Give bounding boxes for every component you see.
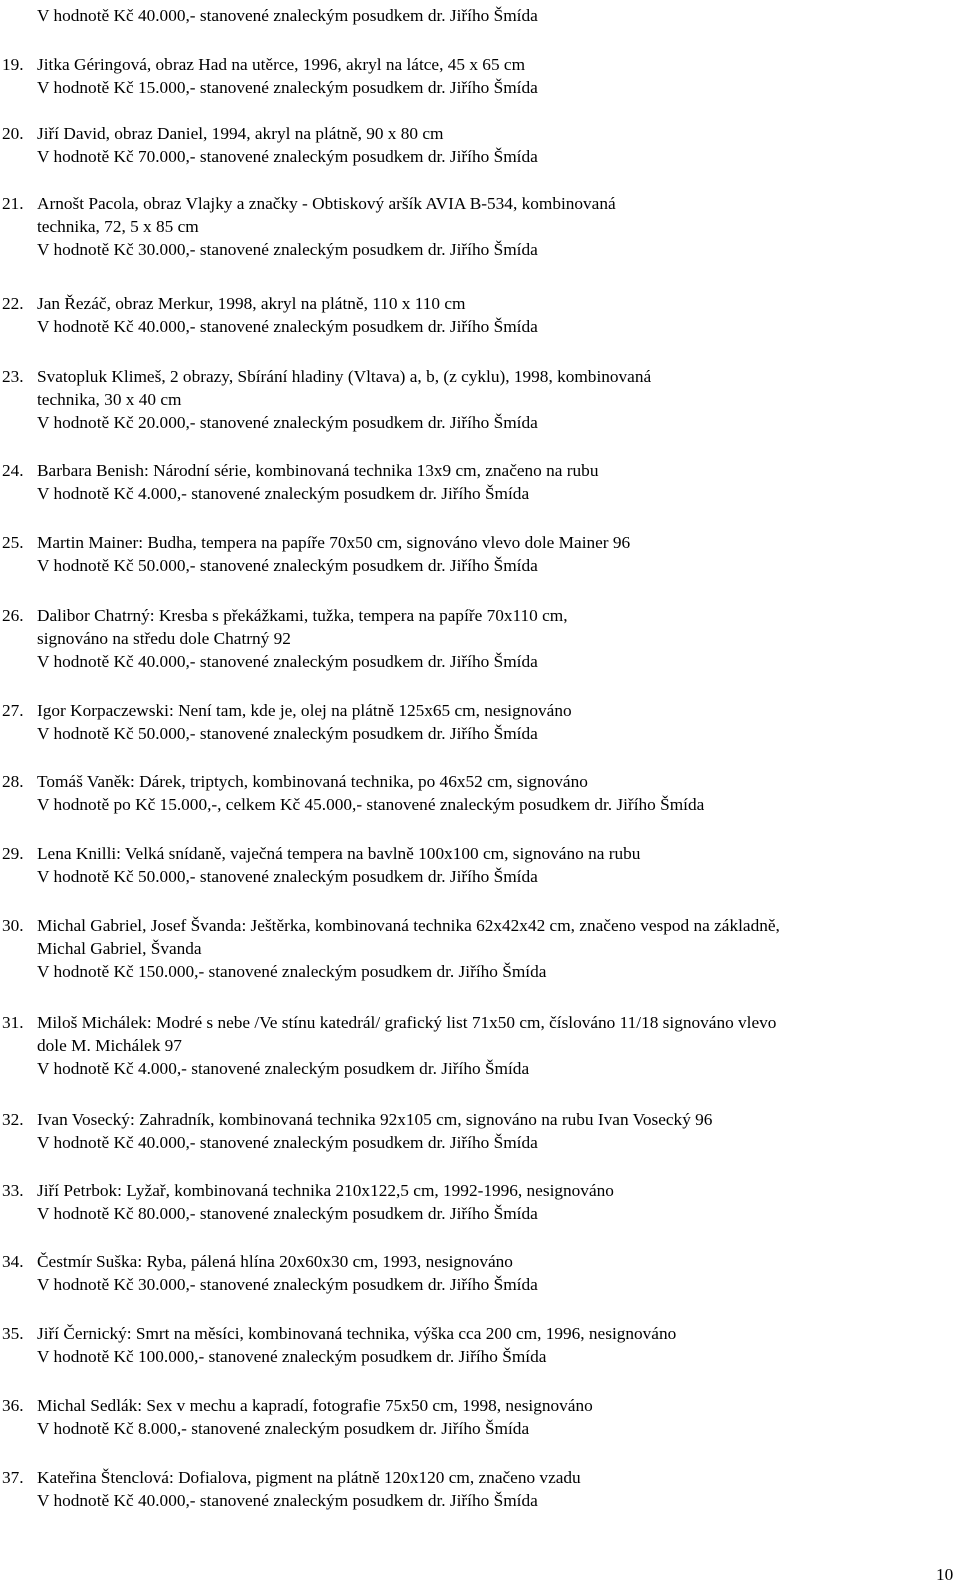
item-value-line: V hodnotě Kč 30.000,- stanovené znaleckým posudkem dr. Jiřího Šmída (37, 1275, 538, 1294)
item-number: 37. (2, 1468, 24, 1487)
list-item (0, 531, 952, 577)
list-item (0, 1179, 952, 1225)
item-description-line: Jiří Petrbok: Lyžař, kombinovaná technika 210x122,5 cm, 1992-1996, nesignováno (37, 1181, 614, 1200)
item-value-line: V hodnotě Kč 8.000,- stanovené znaleckým posudkem dr. Jiřího Šmída (37, 1419, 530, 1438)
list-item (0, 770, 952, 816)
item-number: 19. (2, 55, 24, 74)
list-item (0, 914, 952, 983)
item-description-line: dole M. Michálek 97 (37, 1036, 182, 1055)
item-number: 24. (2, 461, 24, 480)
item-number: 34. (2, 1252, 24, 1271)
list-item (0, 1250, 952, 1296)
item-description-line: Michal Gabriel, Švanda (37, 939, 202, 958)
item-text (37, 604, 952, 673)
item-description-line: Jiří David, obraz Daniel, 1994, akryl na plátně, 90 x 80 cm (37, 124, 444, 143)
item-description-line: Arnošt Pacola, obraz Vlajky a značky - Obtiskový aršík AVIA B-534, kombinovaná (37, 194, 616, 213)
item-number: 30. (2, 916, 24, 935)
list-item (0, 192, 952, 261)
item-description-line: Svatopluk Klimeš, 2 obrazy, Sbírání hladiny (Vltava) a, b, (z cyklu), 1998, kombinovaná (37, 367, 652, 386)
item-number: 29. (2, 844, 24, 863)
list-item (0, 1466, 952, 1512)
item-value-line: V hodnotě Kč 40.000,- stanovené znaleckým posudkem dr. Jiřího Šmída (37, 1133, 538, 1152)
item-number: 27. (2, 701, 24, 720)
item-description-line: Dalibor Chatrný: Kresba s překážkami, tužka, tempera na papíře 70x110 cm, (37, 606, 568, 625)
item-text (37, 770, 952, 816)
item-description-line: Miloš Michálek: Modré s nebe /Ve stínu katedrál/ grafický list 71x50 cm, číslováno 11/18 signováno vlevo (37, 1013, 777, 1032)
item-description-line: Igor Korpaczewski: Není tam, kde je, olej na plátně 125x65 cm, nesignováno (37, 701, 572, 720)
item-text (37, 459, 952, 505)
item-value-line: V hodnotě po Kč 15.000,-, celkem Kč 45.000,- stanovené znaleckým posudkem dr. Jiřího Šmída (37, 795, 705, 814)
item-text (37, 1011, 952, 1080)
item-number: 31. (2, 1013, 24, 1032)
item-text (37, 122, 952, 168)
item-number: 21. (2, 194, 24, 213)
item-number: 25. (2, 533, 24, 552)
item-number: 23. (2, 367, 24, 386)
item-text (37, 365, 952, 434)
list-item (0, 122, 952, 168)
item-value-line: V hodnotě Kč 4.000,- stanovené znaleckým posudkem dr. Jiřího Šmída (37, 484, 530, 503)
item-number: 26. (2, 606, 24, 625)
item-text (37, 192, 952, 261)
item-description-line: Michal Gabriel, Josef Švanda: Ještěrka, kombinovaná technika 62x42x42 cm, značeno vespod na základně, (37, 916, 780, 935)
item-value-line: V hodnotě Kč 150.000,- stanovené znaleckým posudkem dr. Jiřího Šmída (37, 962, 547, 981)
item-text (37, 1394, 952, 1440)
item-value-line: V hodnotě Kč 30.000,- stanovené znaleckým posudkem dr. Jiřího Šmída (37, 240, 538, 259)
list-item (0, 1108, 952, 1154)
item-text (37, 1466, 952, 1512)
item-number: 28. (2, 772, 24, 791)
item-description-line: Lena Knilli: Velká snídaně, vaječná tempera na bavlně 100x100 cm, signováno na rubu (37, 844, 641, 863)
list-item (0, 1011, 952, 1080)
item-description-line: Michal Sedlák: Sex v mechu a kapradí, fotografie 75x50 cm, 1998, nesignováno (37, 1396, 593, 1415)
item-value-line: V hodnotě Kč 50.000,- stanovené znaleckým posudkem dr. Jiřího Šmída (37, 867, 538, 886)
item-text (37, 842, 952, 888)
item-value-line: V hodnotě Kč 80.000,- stanovené znaleckým posudkem dr. Jiřího Šmída (37, 1204, 538, 1223)
item-value-line: V hodnotě Kč 50.000,- stanovené znaleckým posudkem dr. Jiřího Šmída (37, 556, 538, 575)
page-number: 10 (936, 1565, 954, 1584)
item-text (37, 914, 952, 983)
item-description-line: Tomáš Vaněk: Dárek, triptych, kombinovaná technika, po 46x52 cm, signováno (37, 772, 588, 791)
item-value-line: V hodnotě Kč 70.000,- stanovené znaleckým posudkem dr. Jiřího Šmída (37, 147, 538, 166)
item-value-line: V hodnotě Kč 40.000,- stanovené znaleckým posudkem dr. Jiřího Šmída (37, 652, 538, 671)
item-description-line: technika, 72, 5 x 85 cm (37, 217, 199, 236)
item-value-line: V hodnotě Kč 20.000,- stanovené znaleckým posudkem dr. Jiřího Šmída (37, 413, 538, 432)
item-number: 36. (2, 1396, 24, 1415)
item-number: 22. (2, 294, 24, 313)
item-value-line: V hodnotě Kč 100.000,- stanovené znaleckým posudkem dr. Jiřího Šmída (37, 1347, 547, 1366)
item-description-line: Čestmír Suška: Ryba, pálená hlína 20x60x30 cm, 1993, nesignováno (37, 1252, 513, 1271)
item-value-line: V hodnotě Kč 40.000,- stanovené znaleckým posudkem dr. Jiřího Šmída (37, 317, 538, 336)
item-value-line: V hodnotě Kč 15.000,- stanovené znaleckým posudkem dr. Jiřího Šmída (37, 78, 538, 97)
item-text (37, 1108, 952, 1154)
item-text (37, 1250, 952, 1296)
item-number: 32. (2, 1110, 24, 1129)
list-item (0, 365, 952, 434)
item-description-line: Ivan Vosecký: Zahradník, kombinovaná technika 92x105 cm, signováno na rubu Ivan Vosecký 96 (37, 1110, 713, 1129)
item-description-line: Kateřina Štenclová: Dofialova, pigment na plátně 120x120 cm, značeno vzadu (37, 1468, 581, 1487)
list-item (0, 1322, 952, 1368)
continuation-line: V hodnotě Kč 40.000,- stanovené znaleckým posudkem dr. Jiřího Šmída (37, 6, 538, 25)
item-value-line: V hodnotě Kč 50.000,- stanovené znaleckým posudkem dr. Jiřího Šmída (37, 724, 538, 743)
item-text (37, 1179, 952, 1225)
item-description-line: Jitka Géringová, obraz Had na utěrce, 1996, akryl na látce, 45 x 65 cm (37, 55, 526, 74)
item-number: 20. (2, 124, 24, 143)
list-item (0, 1394, 952, 1440)
item-description-line: technika, 30 x 40 cm (37, 390, 182, 409)
item-text (37, 53, 952, 99)
list-item (0, 699, 952, 745)
item-value-line: V hodnotě Kč 4.000,- stanovené znaleckým posudkem dr. Jiřího Šmída (37, 1059, 530, 1078)
item-text (37, 292, 952, 338)
list-item (0, 53, 952, 99)
item-description-line: Jan Řezáč, obraz Merkur, 1998, akryl na plátně, 110 x 110 cm (37, 294, 466, 313)
item-number: 35. (2, 1324, 24, 1343)
item-description-line: Martin Mainer: Budha, tempera na papíře 70x50 cm, signováno vlevo dole Mainer 96 (37, 533, 631, 552)
item-value-line: V hodnotě Kč 40.000,- stanovené znaleckým posudkem dr. Jiřího Šmída (37, 1491, 538, 1510)
list-item (0, 604, 952, 673)
list-item (0, 459, 952, 505)
list-item (0, 292, 952, 338)
item-description-line: signováno na středu dole Chatrný 92 (37, 629, 291, 648)
list-item (0, 842, 952, 888)
item-text (37, 1322, 952, 1368)
item-description-line: Barbara Benish: Národní série, kombinovaná technika 13x9 cm, značeno na rubu (37, 461, 599, 480)
item-description-line: Jiří Černický: Smrt na měsíci, kombinovaná technika, výška cca 200 cm, 1996, nesignováno (37, 1324, 677, 1343)
item-text (37, 531, 952, 577)
item-number: 33. (2, 1181, 24, 1200)
item-text (37, 699, 952, 745)
